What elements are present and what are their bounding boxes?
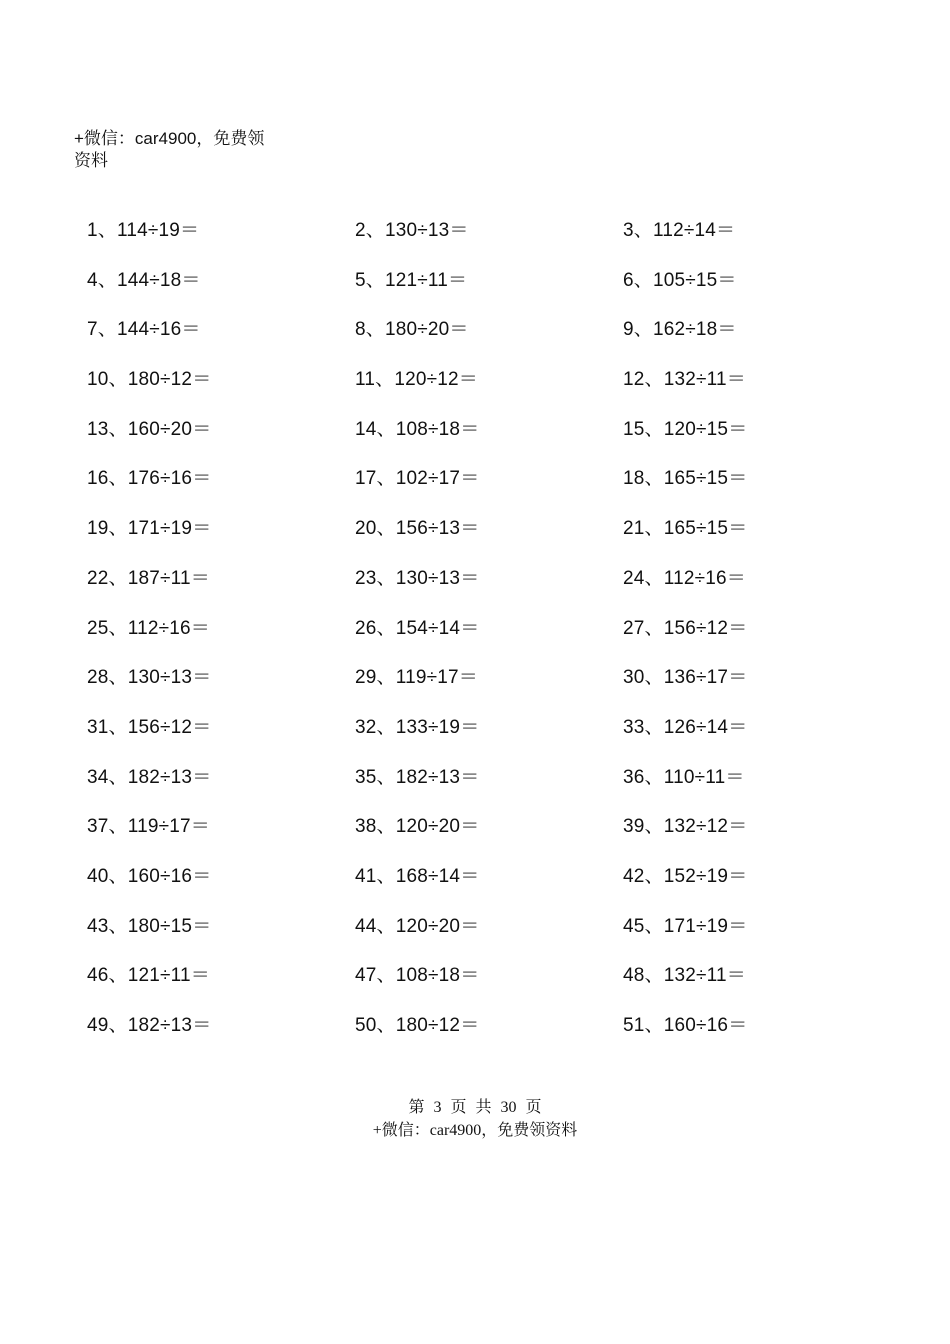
problem-item: 1、114÷19＝ [87,220,200,241]
problem-item: 36、110÷11＝ [623,766,745,788]
problem-item: 41、168÷14＝ [355,865,480,887]
problem-item: 3、112÷14＝ [623,220,736,241]
problem-item: 28、130÷13＝ [87,667,212,689]
problem-item: 27、156÷12＝ [623,617,748,639]
problem-item: 11、120÷12＝ [355,369,478,391]
problem-item: 30、136÷17＝ [623,667,748,689]
problem-item: 5、121÷11＝ [355,269,468,291]
problem-item: 26、154÷14＝ [355,617,480,639]
problem-item: 29、119÷17＝ [355,667,478,689]
problem-item: 12、132÷11＝ [623,369,746,391]
problem-item: 2、130÷13＝ [355,220,469,241]
problem-item: 16、176÷16＝ [87,468,212,490]
problem-item: 37、119÷17＝ [87,816,210,838]
problem-item: 24、112÷16＝ [623,567,746,589]
problem-item: 49、182÷13＝ [87,1015,212,1036]
problem-item: 19、171÷19＝ [87,518,212,540]
problem-item: 18、165÷15＝ [623,468,748,490]
problem-item: 38、120÷20＝ [355,816,480,838]
problem-item: 8、180÷20＝ [355,319,469,341]
problem-item: 21、165÷15＝ [623,518,748,540]
problem-item: 39、132÷12＝ [623,816,748,838]
problem-item: 40、160÷16＝ [87,865,212,887]
problem-item: 25、112÷16＝ [87,617,210,639]
problem-item: 9、162÷18＝ [623,319,737,341]
problem-item: 15、120÷15＝ [623,418,748,440]
footer-note: +微信：car4900，免费领资料 [372,1122,578,1139]
problem-item: 13、160÷20＝ [87,418,212,440]
problem-item: 43、180÷15＝ [87,915,212,937]
problem-item: 33、126÷14＝ [623,716,748,738]
problem-item: 14、108÷18＝ [355,418,480,440]
problem-item: 4、144÷18＝ [87,269,201,291]
problem-item: 10、180÷12＝ [87,369,212,391]
problem-item: 44、120÷20＝ [355,915,480,937]
problem-item: 6、105÷15＝ [623,269,737,291]
problem-item: 48、132÷11＝ [623,965,746,987]
problem-item: 34、182÷13＝ [87,766,212,788]
problem-item: 46、121÷11＝ [87,965,210,987]
page-number: 第 3 页 共 30 页 [408,1099,542,1116]
problem-item: 32、133÷19＝ [355,716,480,738]
problem-item: 42、152÷19＝ [623,865,748,887]
problem-item: 22、187÷11＝ [87,567,210,589]
problem-item: 17、102÷17＝ [355,468,480,490]
problem-item: 45、171÷19＝ [623,915,748,937]
problem-item: 23、130÷13＝ [355,567,480,589]
problem-item: 47、108÷18＝ [355,965,480,987]
page-footer [0,1096,950,1142]
division-problem-grid [87,214,887,1059]
problem-item: 7、144÷16＝ [87,319,201,341]
problem-item: 31、156÷12＝ [87,716,212,738]
problem-item: 50、180÷12＝ [355,1015,480,1036]
problem-item: 20、156÷13＝ [355,518,480,540]
problem-item: 51、160÷16＝ [623,1015,748,1036]
header-note: +微信：car4900，免费领资料 [74,129,265,170]
problem-item: 35、182÷13＝ [355,766,480,788]
